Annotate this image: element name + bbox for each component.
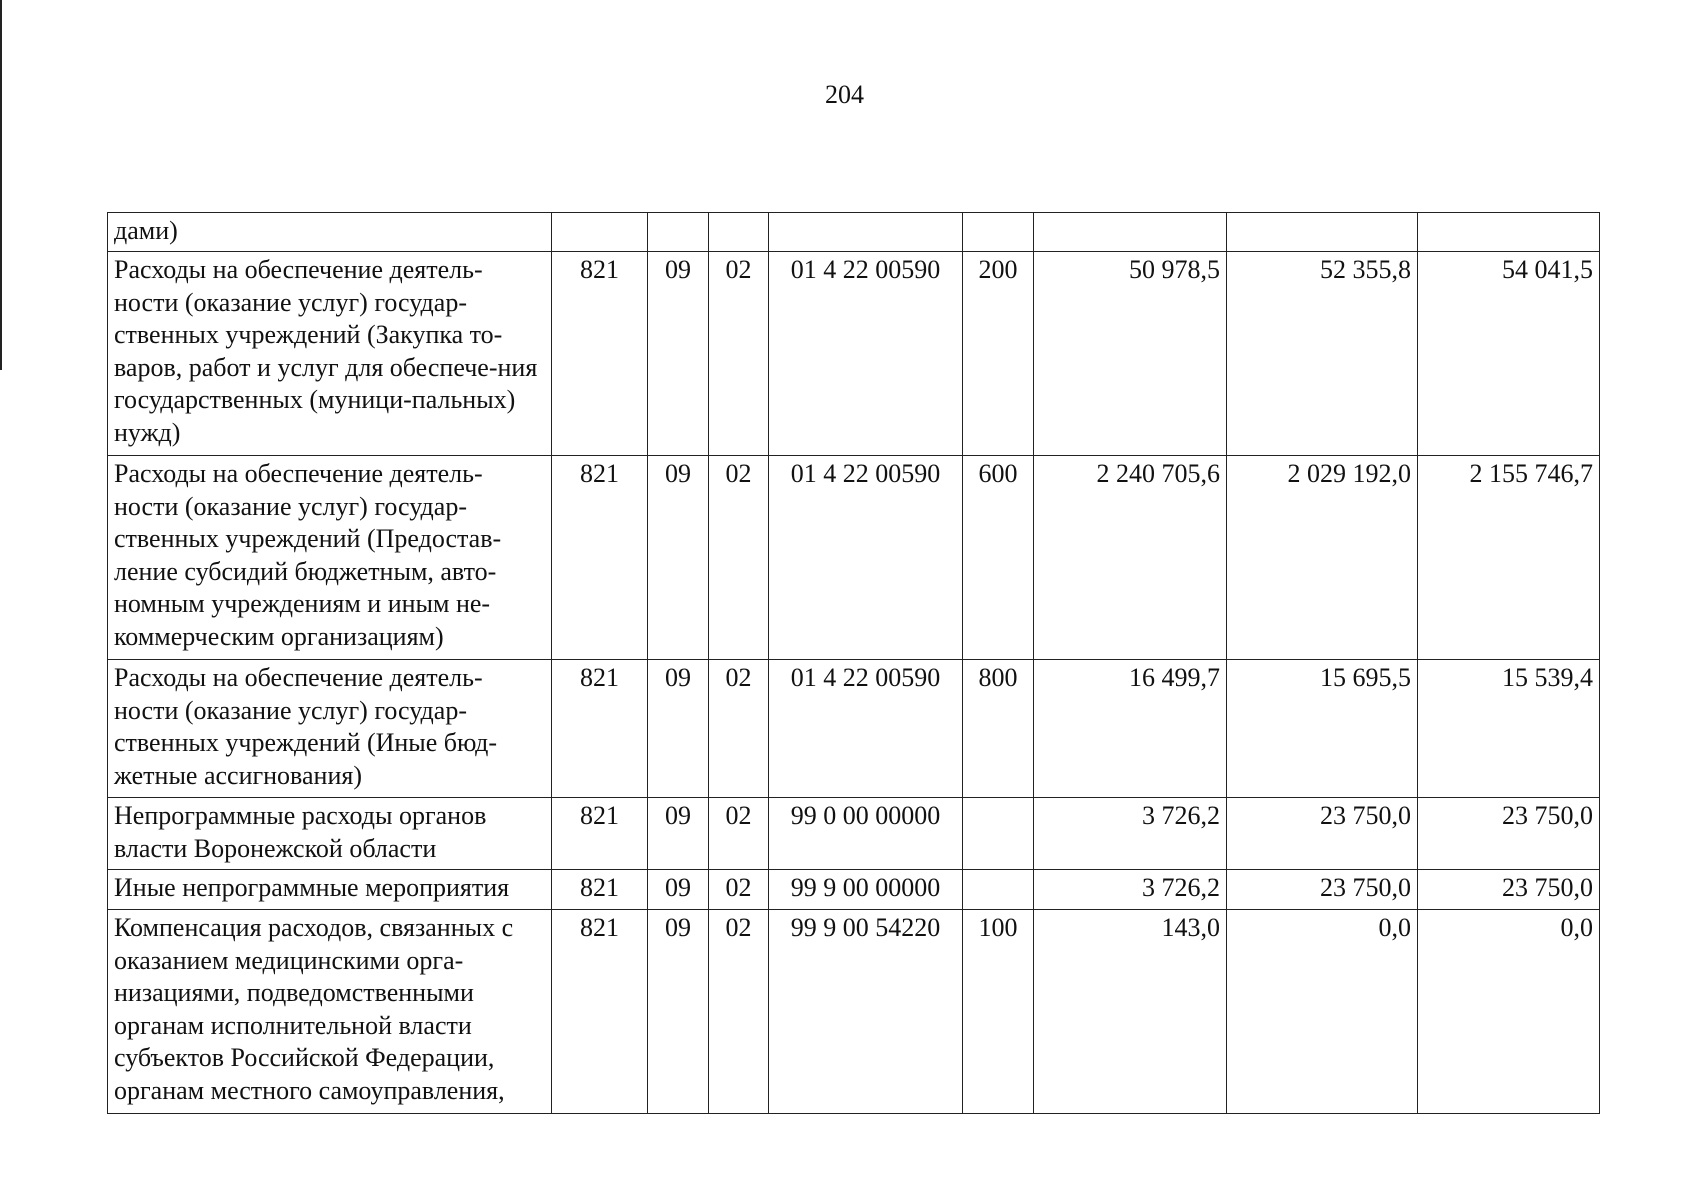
cell-name: Непрограммные расходы органов власти Воронежской области xyxy=(108,798,552,870)
cell-sum-3: 15 539,4 xyxy=(1418,660,1600,798)
cell-sum-1 xyxy=(1034,213,1227,252)
cell-ved: 821 xyxy=(552,660,648,798)
cell-vr xyxy=(963,213,1034,252)
cell-pr: 02 xyxy=(709,660,769,798)
cell-ved xyxy=(552,213,648,252)
budget-table xyxy=(107,212,1600,1114)
cell-ved: 821 xyxy=(552,252,648,456)
cell-sum-1: 3 726,2 xyxy=(1034,870,1227,910)
cell-name: Расходы на обеспечение деятель-ности (оказание услуг) государ-ственных учреждений (Иные бюд-жетные ассигнования) xyxy=(108,660,552,798)
cell-sum-2: 52 355,8 xyxy=(1227,252,1418,456)
cell-csr xyxy=(769,213,963,252)
cell-rz: 09 xyxy=(648,456,709,660)
cell-sum-3: 23 750,0 xyxy=(1418,870,1600,910)
cell-rz: 09 xyxy=(648,870,709,910)
cell-pr: 02 xyxy=(709,798,769,870)
cell-pr xyxy=(709,213,769,252)
cell-sum-3: 23 750,0 xyxy=(1418,798,1600,870)
cell-csr: 01 4 22 00590 xyxy=(769,660,963,798)
cell-sum-3 xyxy=(1418,213,1600,252)
cell-sum-1: 16 499,7 xyxy=(1034,660,1227,798)
cell-rz: 09 xyxy=(648,252,709,456)
cell-csr: 01 4 22 00590 xyxy=(769,456,963,660)
cell-sum-1: 2 240 705,6 xyxy=(1034,456,1227,660)
table-row xyxy=(108,660,1600,798)
cell-sum-2: 23 750,0 xyxy=(1227,870,1418,910)
cell-name: Расходы на обеспечение деятель-ности (оказание услуг) государ-ственных учреждений (Закупка то-варов, работ и услуг для обеспече-ния государственных (муници-пальных) нужд) xyxy=(108,252,552,456)
table-row xyxy=(108,252,1600,456)
cell-csr: 99 9 00 00000 xyxy=(769,870,963,910)
cell-sum-2: 23 750,0 xyxy=(1227,798,1418,870)
table-row xyxy=(108,798,1600,870)
cell-sum-3: 0,0 xyxy=(1418,910,1600,1114)
cell-pr: 02 xyxy=(709,910,769,1114)
cell-rz: 09 xyxy=(648,660,709,798)
cell-sum-2: 0,0 xyxy=(1227,910,1418,1114)
cell-sum-2: 15 695,5 xyxy=(1227,660,1418,798)
cell-sum-1: 143,0 xyxy=(1034,910,1227,1114)
cell-ved: 821 xyxy=(552,456,648,660)
cell-vr xyxy=(963,798,1034,870)
cell-csr: 99 0 00 00000 xyxy=(769,798,963,870)
cell-name: дами) xyxy=(108,213,552,252)
cell-sum-3: 54 041,5 xyxy=(1418,252,1600,456)
cell-name: Компенсация расходов, связанных с оказанием медицинскими орга-низациями, подведомственными органам исполнительной власти субъектов Российской Федерации, органам местного самоуправления, xyxy=(108,910,552,1114)
cell-pr: 02 xyxy=(709,870,769,910)
page-number: 204 xyxy=(825,80,864,109)
table-row xyxy=(108,456,1600,660)
cell-vr: 100 xyxy=(963,910,1034,1114)
cell-sum-1: 50 978,5 xyxy=(1034,252,1227,456)
cell-rz xyxy=(648,213,709,252)
cell-rz: 09 xyxy=(648,910,709,1114)
cell-vr: 600 xyxy=(963,456,1034,660)
cell-name: Расходы на обеспечение деятель-ности (оказание услуг) государ-ственных учреждений (Предостав-ление субсидий бюджетным, авто-номным учреждениям и иным не-коммерческим организациям) xyxy=(108,456,552,660)
scan-edge-line xyxy=(0,0,2,370)
cell-vr xyxy=(963,870,1034,910)
cell-sum-3: 2 155 746,7 xyxy=(1418,456,1600,660)
cell-sum-2: 2 029 192,0 xyxy=(1227,456,1418,660)
cell-sum-1: 3 726,2 xyxy=(1034,798,1227,870)
cell-ved: 821 xyxy=(552,798,648,870)
table-row xyxy=(108,870,1600,910)
table-row xyxy=(108,910,1600,1114)
cell-sum-2 xyxy=(1227,213,1418,252)
cell-ved: 821 xyxy=(552,910,648,1114)
cell-name: Иные непрограммные мероприятия xyxy=(108,870,552,910)
cell-pr: 02 xyxy=(709,456,769,660)
cell-csr: 01 4 22 00590 xyxy=(769,252,963,456)
table-row xyxy=(108,213,1600,252)
cell-rz: 09 xyxy=(648,798,709,870)
cell-vr: 200 xyxy=(963,252,1034,456)
cell-pr: 02 xyxy=(709,252,769,456)
cell-ved: 821 xyxy=(552,870,648,910)
cell-csr: 99 9 00 54220 xyxy=(769,910,963,1114)
cell-vr: 800 xyxy=(963,660,1034,798)
